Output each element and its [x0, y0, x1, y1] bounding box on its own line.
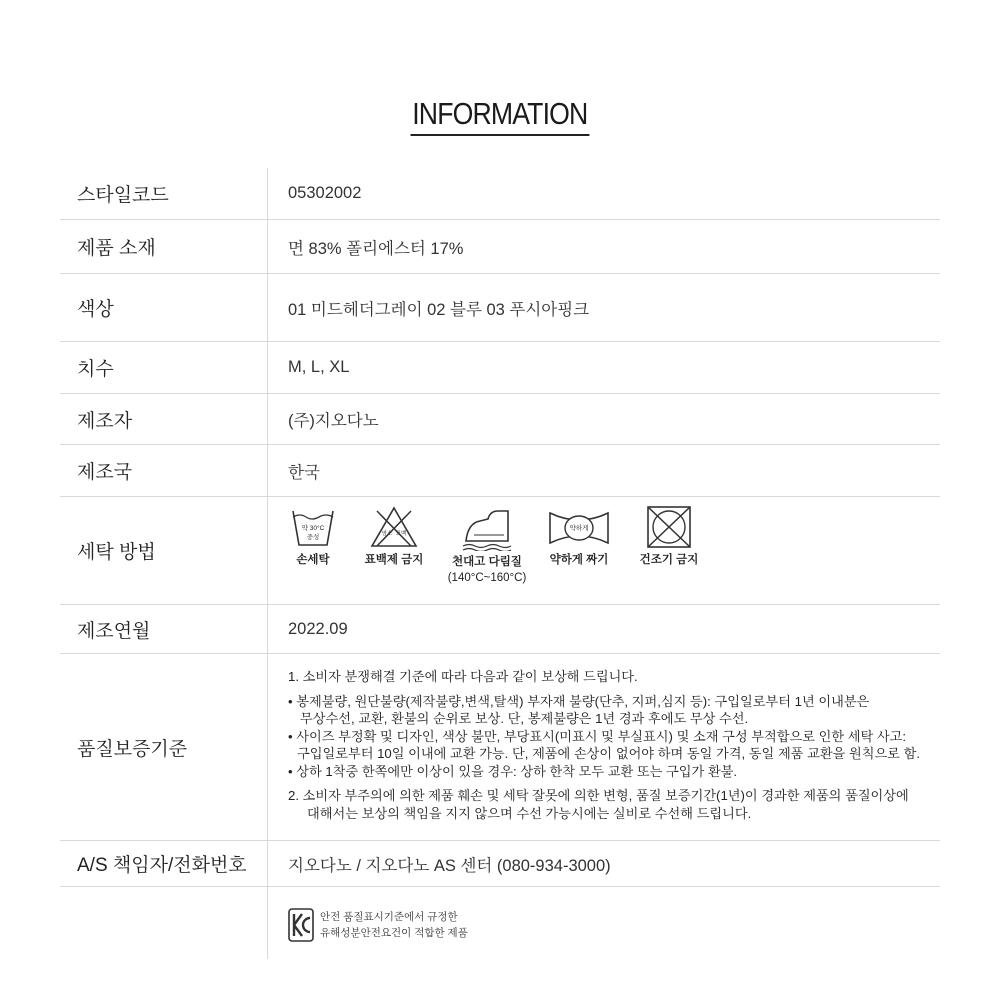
row-label: 색상: [60, 274, 268, 341]
row-value: 01 미드헤더그레이 02 블루 03 푸시아핑크: [288, 300, 590, 319]
kc-line-2: 유해성분안전요건이 적합한 제품: [320, 927, 468, 939]
row-color: [60, 274, 940, 342]
quality-line: 1. 소비자 분쟁해결 기준에 따라 다음과 같이 보상해 드립니다.: [288, 669, 638, 684]
row-country: [60, 445, 940, 497]
quality-line: • 사이즈 부정확 및 디자인, 색상 불만, 부당표시(미표시 및 부실표시) 및 소재 구성 부적합으로 인한 세탁 사고:: [288, 728, 907, 744]
wash-item-hand-wash: [288, 505, 338, 569]
row-label: 치수: [60, 342, 268, 393]
row-value: 면 83% 폴리에스터 17%: [288, 239, 464, 258]
wring-gentle-label: 약하게: [569, 525, 589, 532]
row-label: 품질보증기준: [60, 654, 268, 840]
row-as: [60, 841, 940, 887]
no-bleach-chlorine: 염소: [381, 531, 393, 537]
row-label: 제조국: [60, 445, 268, 496]
wash-item-iron: [442, 505, 532, 586]
row-label: 제품 소재: [60, 220, 268, 273]
row-label: 스타일코드: [60, 168, 268, 219]
quality-line: • 봉제불량, 원단불량(제작불량,변색,탈색) 부자재 불량(단추, 지퍼,심지 등): 구입일로부터 1년 이내분은: [288, 693, 870, 709]
kc-certification-icon: [288, 908, 314, 942]
washing-icons: [268, 497, 940, 604]
row-label: 세탁 방법: [60, 497, 268, 604]
row-label: 제조연월: [60, 605, 268, 653]
no-bleach-bleach: 표백: [395, 531, 407, 537]
quality-line: 무상수선, 교환, 환불의 순위로 보상. 단, 봉제불량은 1년 경과 후에도 무상 수선.: [300, 711, 749, 726]
wash-caption: 약하게 짜기: [549, 554, 609, 566]
row-manufacturer: [60, 394, 940, 445]
row-label: 제조자: [60, 394, 268, 444]
row-style-code: [60, 168, 940, 220]
quality-line: • 상하 1착중 한쪽에만 이상이 있을 경우: 상하 한착 모두 교환 또는 구입가 환불.: [288, 763, 738, 779]
quality-line: 구입일로부터 10일 이내에 교환 가능. 단, 제품에 손상이 없어야 하며 동일 가격, 동일 제품 교환을 원칙으로 함.: [297, 746, 920, 761]
gentle-wring-icon: [548, 505, 610, 549]
row-value: 2022.09: [288, 619, 348, 638]
wash-caption: 건조기 금지: [639, 554, 699, 566]
hand-wash-detergent: 중성: [306, 534, 320, 541]
quality-text: [268, 654, 940, 840]
row-kc: [60, 887, 940, 959]
wash-item-no-bleach: [358, 505, 430, 569]
kc-mark-text: KC: [301, 940, 303, 941]
info-table: [60, 168, 940, 959]
row-label-empty: [60, 887, 268, 959]
hand-wash-icon: [290, 505, 336, 549]
kc-mark-block: [268, 887, 940, 959]
quality-line: 대해서는 보상의 책임을 지지 않으며 수선 가능시에는 실비로 수선해 드립니다.: [307, 805, 752, 821]
no-tumble-dry-icon: [646, 505, 692, 549]
row-value: 지오다노 / 지오다노 AS 센터 (080-934-3000): [288, 856, 611, 875]
wash-caption-temp: (140°C~160°C): [447, 571, 527, 584]
wash-item-wring: [544, 505, 614, 569]
kc-line-1: 안전 품질표시기준에서 규정한: [320, 911, 458, 923]
wash-caption: 손세탁: [296, 554, 330, 566]
no-bleach-icon: [369, 505, 419, 549]
row-value: M, L, XL: [288, 358, 350, 376]
row-size: [60, 342, 940, 394]
page-title-wrap: [0, 96, 1000, 136]
hand-wash-temp: 약 30°C: [301, 525, 325, 532]
wash-caption: 천대고 다림질: [452, 556, 522, 568]
row-value: 한국: [288, 463, 320, 482]
page-title: INFORMATION: [411, 96, 590, 136]
row-date: [60, 605, 940, 654]
wash-caption: 표백제 금지: [364, 554, 424, 566]
kc-text: [320, 909, 468, 941]
row-label: A/S 책임자/전화번호: [60, 841, 268, 886]
row-quality: [60, 654, 940, 841]
row-value: (주)지오다노: [288, 412, 379, 430]
quality-line: 2. 소비자 부주의에 의한 제품 훼손 및 세탁 잘못에 의한 변형, 품질 보증기간(1년)이 경과한 제품의 품질이상에: [288, 788, 909, 803]
row-material: [60, 220, 940, 274]
row-washing: [60, 497, 940, 605]
wash-item-no-dryer: [634, 505, 704, 569]
row-value: 05302002: [288, 184, 362, 202]
iron-cloth-icon: [460, 505, 514, 551]
